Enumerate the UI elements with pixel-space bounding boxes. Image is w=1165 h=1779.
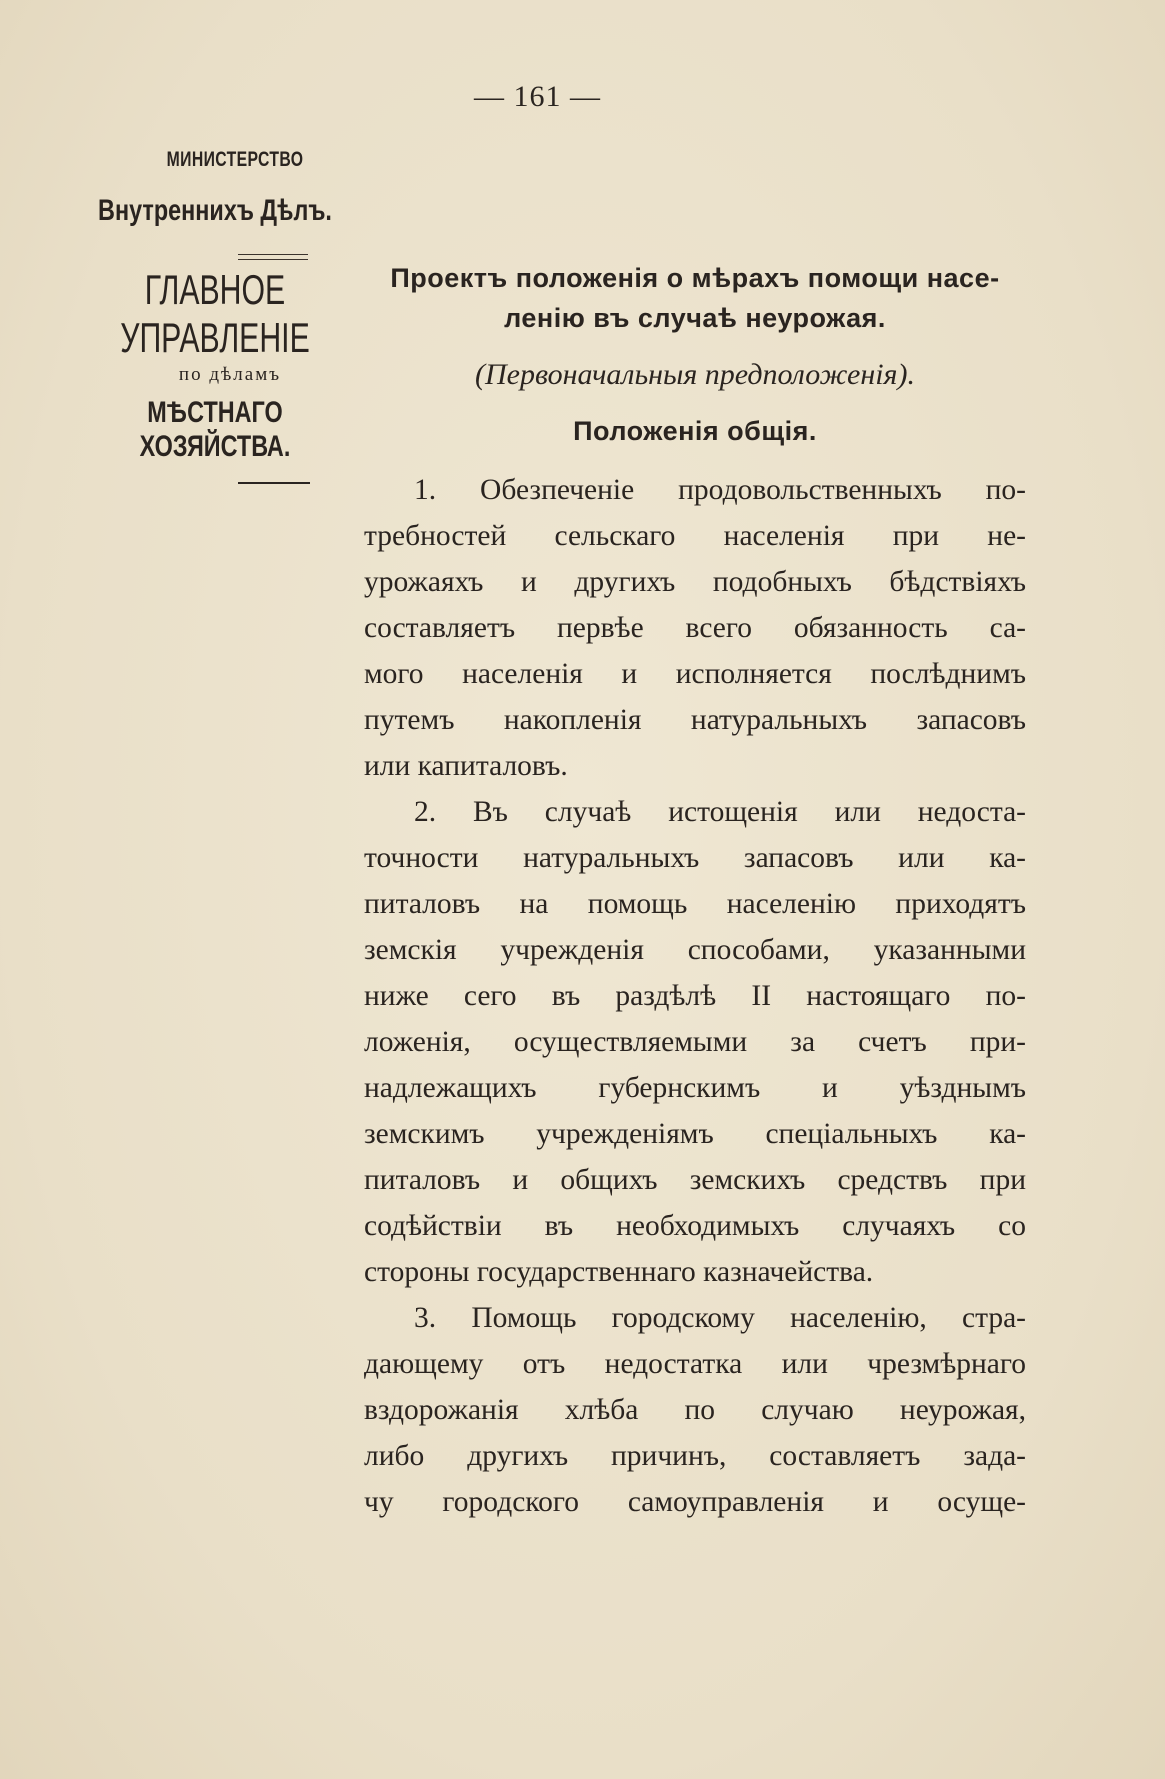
text-line: стороны государственнаго казначейства. <box>364 1256 874 1288</box>
text-line: составляетъ первѣе всего обязанность са- <box>364 612 1026 644</box>
text-line: земскимъ учрежденіямъ спеціальныхъ ка- <box>364 1118 1026 1150</box>
text-line: 3. Помощь городскому населенію, стра- <box>414 1302 1026 1334</box>
ministry-header <box>60 148 370 484</box>
section-title: Положенія общія. <box>573 416 817 446</box>
text-line: 1. Обезпеченіе продовольственныхъ по- <box>414 474 1026 506</box>
text-line: содѣйствіи въ необходимыхъ случаяхъ со <box>364 1210 1026 1242</box>
text-line: чу городского самоуправленія и осуще- <box>364 1486 1026 1518</box>
paragraph-1 <box>364 467 1026 789</box>
page-number: — 161 — <box>474 80 601 113</box>
text-line: урожаяхъ и другихъ подобныхъ бѣдствіяхъ <box>364 566 1026 598</box>
ministry-name: Внутреннихъ Дѣлъ. <box>98 194 332 227</box>
document-body <box>364 258 1026 1525</box>
text-line: питаловъ на помощь населенію приходятъ <box>364 888 1026 920</box>
main-administration: ГЛАВНОЕ УПРАВЛЕНІЕ <box>120 266 310 361</box>
paragraph-2 <box>364 789 1026 1295</box>
text-line: точности натуральныхъ запасовъ или ка- <box>364 842 1026 874</box>
text-line: надлежащихъ губернскимъ и уѣзднымъ <box>364 1072 1026 1104</box>
text-line: дающему отъ недостатка или чрезмѣрнаго <box>364 1348 1026 1380</box>
text-line: мого населенія и исполняется послѣднимъ <box>364 658 1026 690</box>
local-economy: МѢСТНАГО ХОЗЯЙСТВА. <box>139 396 291 463</box>
text-line: ложенія, осуществляемыми за счетъ при- <box>364 1026 1026 1058</box>
text-line: питаловъ и общихъ земскихъ средствъ при <box>364 1164 1026 1196</box>
text-line: земскія учрежденія способами, указанными <box>364 934 1026 966</box>
paragraph-3 <box>364 1295 1026 1525</box>
document-subtitle: (Первоначальныя предположенія). <box>475 358 915 391</box>
document-title <box>364 258 1026 338</box>
text-line: или капиталовъ. <box>364 750 568 782</box>
text-line: путемъ накопленія натуральныхъ запасовъ <box>364 704 1026 736</box>
double-divider <box>238 254 308 260</box>
single-divider <box>238 482 310 484</box>
text-line: ниже сего въ раздѣлѣ II настоящаго по- <box>364 980 1026 1012</box>
text-line: 2. Въ случаѣ истощенія или недоста- <box>414 796 1026 828</box>
ministry-label: МИНИСТЕРСТВО <box>166 148 304 171</box>
for-affairs-label: по дѣламъ <box>178 364 282 385</box>
text-line: вздорожанія хлѣба по случаю неурожая, <box>364 1394 1026 1426</box>
title-line: Проектъ положенія о мѣрахъ помощи насе- <box>390 263 1000 293</box>
text-line: требностей сельскаго населенія при не- <box>364 520 1026 552</box>
text-line: либо другихъ причинъ, составляетъ зада- <box>364 1440 1026 1472</box>
title-line: ленію въ случаѣ неурожая. <box>504 303 886 333</box>
